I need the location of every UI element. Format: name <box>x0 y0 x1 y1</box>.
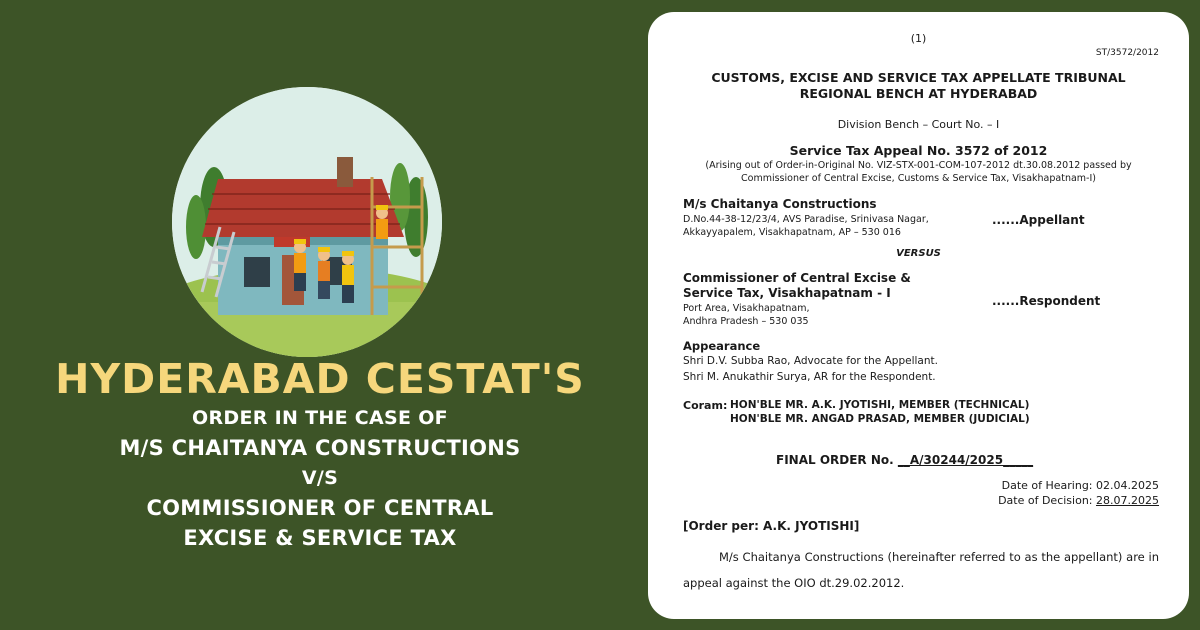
arising-note <box>668 159 1169 185</box>
headline-line: COMMISSIONER OF CENTRAL <box>146 496 494 520</box>
final-order-label: FINAL ORDER No. <box>776 453 894 467</box>
decision-date-label: Date of Decision: <box>998 494 1093 507</box>
headline-line: V/S <box>301 467 339 489</box>
order-paragraph: M/s Chaitanya Constructions (hereinafter referred to as the appellant) are in appeal against the OIO dt.29.02.2012. <box>683 550 1159 590</box>
house-construction-illustration <box>172 87 442 357</box>
appearance-line: Shri M. Anukathir Surya, AR for the Respondent. <box>683 371 936 383</box>
respondent-name: Commissioner of Central Excise & <box>683 271 911 285</box>
coram-label: Coram: <box>683 399 728 412</box>
page-number: (1) <box>910 32 927 45</box>
court-line: REGIONAL BENCH AT HYDERABAD <box>799 86 1038 101</box>
respondent-name: Service Tax, Visakhapatnam - I <box>683 286 891 300</box>
coram-member: HON'BLE MR. A.K. JYOTISHI, MEMBER (TECHNICAL) <box>730 399 1030 411</box>
headline-line: M/S CHAITANYA CONSTRUCTIONS <box>119 436 521 460</box>
appellant-name: M/s Chaitanya Constructions <box>683 197 877 211</box>
respondent-address: Port Area, Visakhapatnam, <box>683 303 810 314</box>
final-order-number: __A/30244/2025_____ <box>897 453 1034 467</box>
order-per: [Order per: A.K. JYOTISHI] <box>683 519 860 533</box>
versus-label: VERSUS <box>896 248 941 259</box>
decision-date-value: 28.07.2025 <box>1096 494 1159 507</box>
appellant-address: Akkayyapalem, Visakhapatnam, AP – 530 016 <box>683 227 901 238</box>
hearing-date-label: Date of Hearing: <box>1001 479 1093 492</box>
order-document <box>648 12 1189 619</box>
arising-line: (Arising out of Order-in-Original No. VIZ-STX-001-COM-107-2012 dt.30.08.2012 passed by <box>705 160 1132 171</box>
case-reference: ST/3572/2012 <box>1095 48 1159 58</box>
final-order <box>776 453 1033 467</box>
appellant-role: ......Appellant <box>992 213 1085 227</box>
respondent-role: ......Respondent <box>992 294 1101 308</box>
headline <box>0 355 640 553</box>
respondent-address: Andhra Pradesh – 530 035 <box>683 316 809 327</box>
hearing-date <box>1002 479 1159 492</box>
court-title <box>648 70 1189 102</box>
appeal-title: Service Tax Appeal No. 3572 of 2012 <box>789 143 1048 158</box>
decision-date <box>998 494 1159 507</box>
headline-line: ORDER IN THE CASE OF <box>192 407 448 429</box>
court-line: CUSTOMS, EXCISE AND SERVICE TAX APPELLATE TRIBUNAL <box>711 70 1126 85</box>
arising-line: Commissioner of Central Excise, Customs & Service Tax, Visakhapatnam-I) <box>741 173 1096 184</box>
appearance-line: Shri D.V. Subba Rao, Advocate for the Appellant. <box>683 355 938 367</box>
hearing-date-value: 02.04.2025 <box>1096 479 1159 492</box>
appellant-address: D.No.44-38-12/23/4, AVS Paradise, Srinivasa Nagar, <box>683 214 929 225</box>
appearance-heading: Appearance <box>683 339 761 353</box>
coram-member: HON'BLE MR. ANGAD PRASAD, MEMBER (JUDICIAL) <box>730 413 1030 425</box>
bench-line: Division Bench – Court No. – I <box>837 118 1000 131</box>
house-construction-icon <box>172 87 442 357</box>
headline-line: EXCISE & SERVICE TAX <box>183 526 457 550</box>
headline-main: HYDERABAD CESTAT'S <box>55 355 585 403</box>
